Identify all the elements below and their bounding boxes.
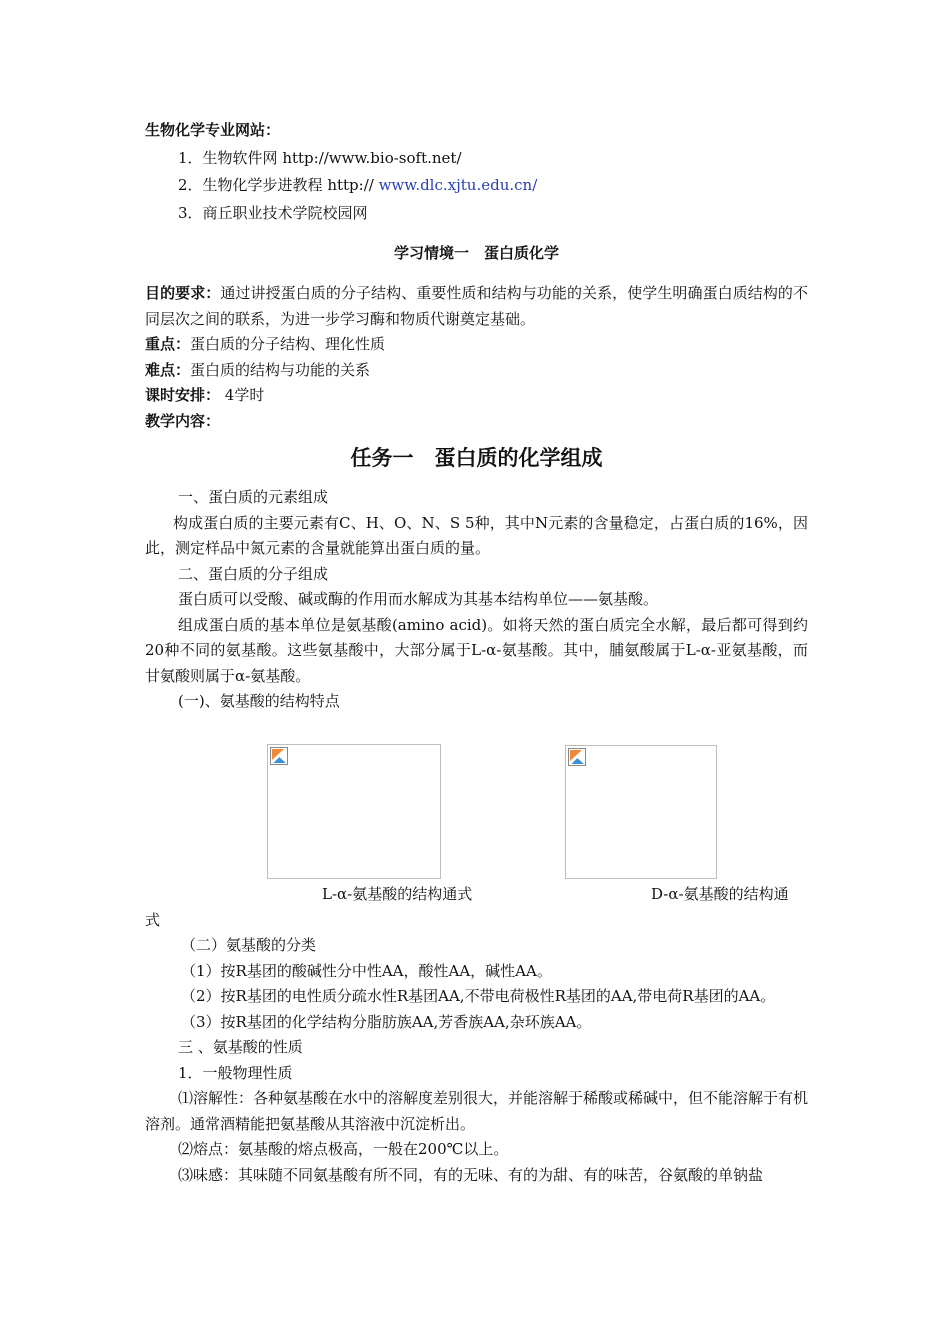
section-title: 学习情境一 蛋白质化学 <box>393 244 559 262</box>
broken-image-icon <box>270 747 288 765</box>
p4-item: （2）按R基团的电性质分疏水性R基团AA,不带电荷极性R基团的AA,带电荷R基团的AA。 <box>181 987 776 1005</box>
class-hours <box>145 383 808 409</box>
p2-text1: 蛋白质可以受酸、碱或酶的作用而水解成为其基本结构单位——氨基酸。 <box>178 590 659 608</box>
website-item-number: 2． <box>178 176 203 194</box>
website-item <box>145 173 808 199</box>
goal-label: 目的要求： <box>145 284 221 302</box>
d-amino-acid-image <box>565 745 717 879</box>
difficulty-label: 难点： <box>145 360 191 379</box>
caption-right-wrap: 式 <box>145 911 161 929</box>
goal-text: 通过讲授蛋白质的分子结构、重要性质和结构与功能的关系，使学生明确蛋白质结构的不同层次之间的联系，为进一步学习酶和物质代谢奠定基础。 <box>145 284 808 328</box>
website-item-text: 生物软件网 http://www.bio-soft.net/ <box>202 148 462 167</box>
p4-item: （3）按R基团的化学结构分脂肪族AA,芳香族AA,杂环族AA。 <box>181 1012 592 1031</box>
key-text: 蛋白质的分子结构、理化性质 <box>190 335 386 353</box>
goal-paragraph <box>145 281 808 332</box>
p5-sub: 1．一般物理性质 <box>178 1063 293 1082</box>
key-label: 重点： <box>145 335 191 353</box>
document-page-lower <box>145 933 808 1188</box>
p5-heading: 三 、氨基酸的性质 <box>178 1038 303 1056</box>
website-item <box>145 201 808 227</box>
caption-left: L-α-氨基酸的结构通式 <box>322 885 473 903</box>
content-label: 教学内容： <box>145 411 221 430</box>
p4-item: （1）按R基团的酸碱性分中性AA，酸性AA，碱性AA。 <box>181 961 552 980</box>
p2-text2: 组成蛋白质的基本单位是氨基酸(amino acid)。如将天然的蛋白质完全水解，最后都可得到约20种不同的氨基酸。这些氨基酸中，大部分属于L-α-氨基酸。其中，脯氨酸属于L-α-亚氨基酸，而甘氨酸则属于α-氨基酸。 <box>145 615 808 685</box>
difficulty <box>145 358 808 384</box>
p1-heading: 一、蛋白质的元素组成 <box>178 488 329 506</box>
key-points <box>145 332 808 358</box>
website-item-text: 生物化学步进教程 http:// <box>202 176 379 194</box>
website-item <box>145 146 808 172</box>
p3-heading: (一)、氨基酸的结构特点 <box>178 692 340 710</box>
p1-text: 构成蛋白质的主要元素有C、H、O、N、S 5种，其中N元素的含量稳定，占蛋白质的16%，因此，测定样品中氮元素的含量就能算出蛋白质的量。 <box>145 513 808 557</box>
p5-item: ⑴溶解性：各种氨基酸在水中的溶解度差别很大，并能溶解于稀酸或稀碱中，但不能溶解于有机溶剂。通常酒精能把氨基酸从其溶液中沉淀析出。 <box>145 1089 809 1133</box>
website-item-number: 1． <box>178 148 203 167</box>
p5-item: ⑵熔点：氨基酸的熔点极高，一般在200℃以上。 <box>178 1140 509 1158</box>
website-item-text: 商丘职业技术学院校园网 <box>202 203 368 222</box>
p4-heading: （二）氨基酸的分类 <box>181 936 317 954</box>
difficulty-text: 蛋白质的结构与功能的关系 <box>190 360 371 379</box>
caption-right: D-α-氨基酸的结构通 <box>651 885 789 903</box>
hours-text: 4学时 <box>220 386 265 404</box>
website-item-number: 3． <box>178 203 203 222</box>
websites-heading: 生物化学专业网站： <box>145 121 281 139</box>
hours-label: 课时安排： <box>145 386 221 404</box>
document-page <box>145 118 808 715</box>
p2-heading: 二、蛋白质的分子组成 <box>178 564 329 583</box>
l-amino-acid-image <box>267 744 441 879</box>
task-title: 任务一 蛋白质的化学组成 <box>350 445 603 470</box>
broken-image-icon <box>568 748 586 766</box>
website-link[interactable]: www.dlc.xjtu.edu.cn/ <box>378 176 538 194</box>
p5-item: ⑶味感：其味随不同氨基酸有所不同，有的无味、有的为甜、有的味苦，谷氨酸的单钠盐 <box>178 1165 764 1184</box>
